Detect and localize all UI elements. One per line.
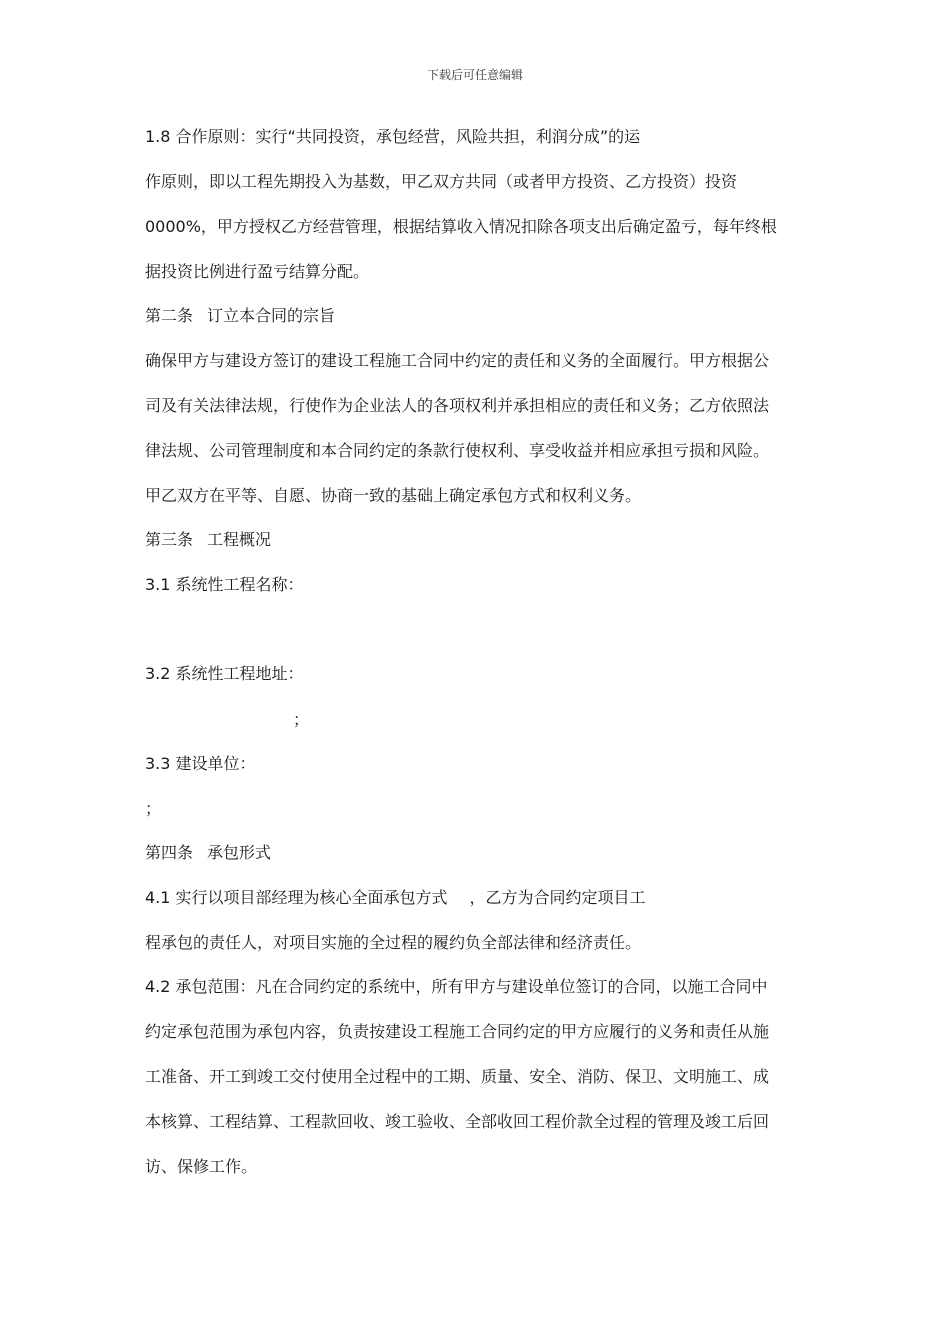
clause-4-1-line-1: [145, 888, 646, 908]
article-2-line-3: 律法规、公司管理制度和本合同约定的条款行使权利、享受收益并相应承担亏损和风险。: [145, 441, 770, 460]
clause-4-1-part-1: 4.1 实行以项目部经理为核心全面承包方式: [145, 888, 448, 907]
article-4-number: 第四条: [145, 843, 194, 862]
clause-1-8-line-2: 作原则，即以工程先期投入为基数，甲乙双方共同（或者甲方投资、乙方投资）投资: [145, 172, 738, 191]
clause-3-2: 3.2 系统性工程地址：: [145, 664, 304, 683]
header-note: 下载后可任意编辑: [426, 68, 523, 82]
clause-4-2-line-3: 工准备、开工到竣工交付使用全过程中的工期、质量、安全、消防、保卫、文明施工、成: [145, 1067, 770, 1086]
article-2-title: 订立本合同的宗旨: [207, 306, 336, 325]
clause-1-8-line-4: 据投资比例进行盈亏结算分配。: [145, 262, 370, 281]
clause-1-8-line-3: 0000%，甲方授权乙方经营管理，根据结算收入情况扣除各项支出后确定盈亏，每年终根: [145, 217, 777, 236]
article-4-heading: [145, 843, 271, 863]
article-3-title: 工程概况: [207, 530, 272, 549]
article-2-line-2: 司及有关法律法规，行使作为企业法人的各项权利并承担相应的责任和义务；乙方依照法: [145, 396, 770, 415]
clause-1-8-line-1: 1.8 合作原则：实行“共同投资，承包经营，风险共担，利润分成”的运: [145, 127, 641, 146]
clause-4-1-part-2: ，乙方为合同约定项目工: [469, 888, 646, 907]
article-3-heading: [145, 530, 271, 550]
clause-3-2-semicolon: ；: [293, 710, 310, 729]
article-2-line-1: 确保甲方与建设方签订的建设工程施工合同中约定的责任和义务的全面履行。甲方根据公: [145, 351, 770, 370]
clause-3-3-semicolon: ；: [145, 799, 162, 818]
clause-4-2-line-2: 约定承包范围为承包内容，负责按建设工程施工合同约定的甲方应履行的义务和责任从施: [145, 1022, 770, 1041]
clause-3-3: 3.3 建设单位：: [145, 754, 256, 773]
clause-3-1: 3.1 系统性工程名称：: [145, 575, 304, 594]
article-2-number: 第二条: [145, 306, 194, 325]
article-4-title: 承包形式: [207, 843, 272, 862]
article-2-heading: [145, 306, 335, 326]
article-3-number: 第三条: [145, 530, 194, 549]
clause-4-2-line-4: 本核算、工程结算、工程款回收、竣工验收、全部收回工程价款全过程的管理及竣工后回: [145, 1112, 770, 1131]
clause-4-1-line-2: 程承包的责任人，对项目实施的全过程的履约负全部法律和经济责任。: [145, 933, 642, 952]
clause-4-2-line-1: 4.2 承包范围：凡在合同约定的系统中，所有甲方与建设单位签订的合同，以施工合同中: [145, 977, 768, 996]
article-2-line-4: 甲乙双方在平等、自愿、协商一致的基础上确定承包方式和权利义务。: [145, 486, 642, 505]
clause-4-2-line-5: 访、保修工作。: [145, 1157, 258, 1176]
